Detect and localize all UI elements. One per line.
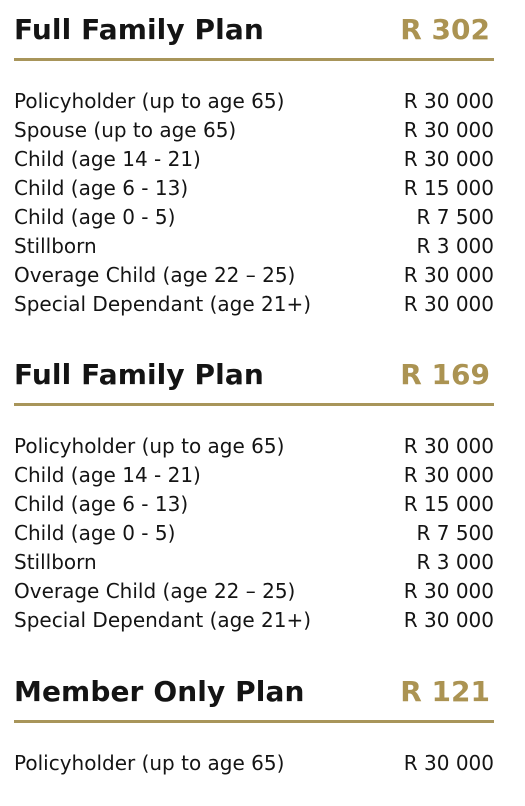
benefit-amount: R 30 000 [403,434,494,458]
benefit-amount: R 30 000 [403,147,494,171]
plan-header [14,670,494,714]
benefit-row [14,432,494,461]
benefit-row [14,203,494,232]
benefit-list [14,432,494,635]
benefit-amount: R 30 000 [403,579,494,603]
benefit-label: Child (age 14 - 21) [14,147,201,171]
benefit-label: Child (age 14 - 21) [14,463,201,487]
plan-title: Full Family Plan [14,13,264,46]
benefit-label: Stillborn [14,234,97,258]
benefit-list [14,87,494,319]
benefit-row [14,261,494,290]
benefit-row [14,174,494,203]
benefit-label: Child (age 6 - 13) [14,492,189,516]
benefit-row [14,519,494,548]
benefit-amount: R 15 000 [403,492,494,516]
plan-price: R 302 [400,13,490,46]
benefit-row [14,749,494,778]
benefit-label: Policyholder (up to age 65) [14,751,285,775]
benefit-label: Special Dependant (age 21+) [14,292,312,316]
benefit-amount: R 30 000 [403,751,494,775]
benefit-row [14,145,494,174]
benefit-label: Overage Child (age 22 – 25) [14,579,296,603]
benefit-label: Stillborn [14,550,97,574]
benefit-amount: R 30 000 [403,292,494,316]
benefit-amount: R 7 500 [416,521,494,545]
benefit-label: Spouse (up to age 65) [14,118,237,142]
plan-header [14,8,494,52]
benefit-label: Overage Child (age 22 – 25) [14,263,296,287]
benefit-list [14,749,494,778]
plan-title: Member Only Plan [14,675,305,708]
benefit-label: Policyholder (up to age 65) [14,434,285,458]
plan-section-full-family-302 [14,8,494,319]
benefit-amount: R 15 000 [403,176,494,200]
benefit-row [14,290,494,319]
benefit-amount: R 30 000 [403,463,494,487]
benefit-row [14,87,494,116]
benefit-amount: R 30 000 [403,608,494,632]
benefit-label: Child (age 0 - 5) [14,521,176,545]
benefit-amount: R 30 000 [403,89,494,113]
plan-section-full-family-169 [14,353,494,635]
plan-section-member-only [14,670,494,778]
plan-price: R 121 [400,675,490,708]
benefit-row [14,606,494,635]
plan-divider [14,58,494,61]
plan-header [14,353,494,397]
benefit-row [14,116,494,145]
benefit-row [14,232,494,261]
benefit-row [14,577,494,606]
benefit-amount: R 30 000 [403,118,494,142]
plan-divider [14,720,494,723]
benefit-amount: R 30 000 [403,263,494,287]
benefit-amount: R 3 000 [416,234,494,258]
benefit-row [14,461,494,490]
benefit-label: Child (age 6 - 13) [14,176,189,200]
plan-title: Full Family Plan [14,358,264,391]
plan-divider [14,403,494,406]
benefit-amount: R 3 000 [416,550,494,574]
benefit-amount: R 7 500 [416,205,494,229]
plan-price: R 169 [400,358,490,391]
benefit-row [14,490,494,519]
benefit-label: Special Dependant (age 21+) [14,608,312,632]
benefit-label: Policyholder (up to age 65) [14,89,285,113]
benefit-row [14,548,494,577]
benefit-label: Child (age 0 - 5) [14,205,176,229]
